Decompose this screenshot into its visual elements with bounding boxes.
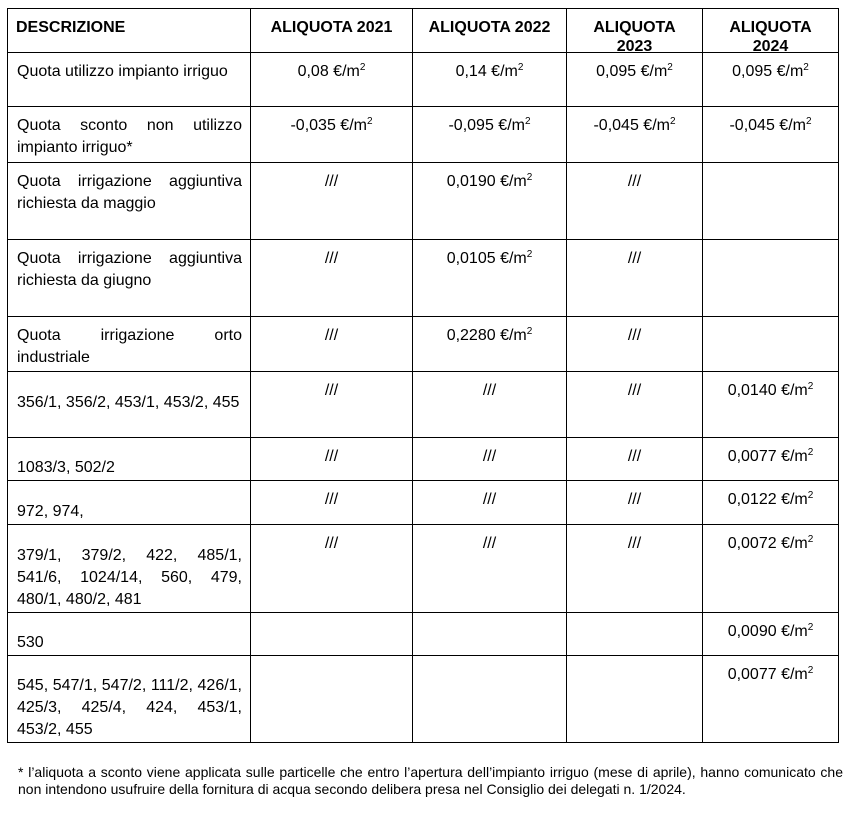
row-description: 379/1, 379/2, 422, 485/1, 541/6, 1024/14, 560, 479, 480/1, 480/2, 481: [17, 547, 242, 608]
rate-value: [413, 481, 566, 511]
row-description: Quota irrigazione aggiuntiva richiesta da maggio: [17, 173, 242, 212]
rate-value: [413, 525, 566, 555]
table-row: [8, 481, 839, 525]
rate-cell: [567, 240, 703, 317]
unit-text: €/m: [333, 63, 360, 80]
table-row: [8, 317, 839, 372]
rate-number: ///: [627, 327, 642, 344]
unit-exponent: 2: [807, 381, 814, 392]
rate-number: 0,0140: [727, 382, 777, 399]
unit-exponent: 2: [526, 249, 533, 260]
rate-value: [567, 163, 702, 193]
rate-cell: [251, 107, 413, 163]
rate-value: [251, 438, 412, 468]
rate-cell: [567, 438, 703, 481]
rate-unit: [494, 117, 531, 134]
row-description-cell: [8, 613, 251, 656]
rate-number: 0,0190: [446, 173, 496, 190]
rate-cell: [703, 613, 839, 656]
rate-cell: [703, 372, 839, 438]
rate-value: [251, 317, 412, 347]
rate-value: [251, 107, 412, 137]
rate-unit: [777, 623, 814, 640]
unit-exponent: 2: [524, 116, 531, 127]
row-description-cell: [8, 163, 251, 240]
rate-number: ///: [627, 448, 642, 465]
rate-cell: [413, 613, 567, 656]
rate-cell: [413, 107, 567, 163]
unit-exponent: 2: [366, 116, 373, 127]
row-description: 356/1, 356/2, 453/1, 453/2, 455: [17, 394, 240, 411]
rate-value: [567, 438, 702, 468]
rate-number: 0,095: [596, 63, 637, 80]
rate-cell: [413, 240, 567, 317]
row-description: Quota sconto non utilizzo impianto irriguo*: [17, 117, 242, 156]
rate-cell: [567, 656, 703, 743]
rate-value: [567, 372, 702, 402]
rate-number: 0,0105: [446, 250, 496, 267]
row-description-cell: [8, 240, 251, 317]
rate-number: ///: [324, 173, 339, 190]
rate-cell: [567, 372, 703, 438]
row-description: 1083/3, 502/2: [17, 459, 115, 476]
rate-value: [567, 525, 702, 555]
rate-cell: [413, 53, 567, 107]
rate-cell: [251, 438, 413, 481]
row-description-cell: [8, 656, 251, 743]
rate-cell: [567, 317, 703, 372]
rate-cell: [703, 317, 839, 372]
rate-number: ///: [324, 382, 339, 399]
header-descrizione: DESCRIZIONE: [8, 9, 251, 53]
rate-cell: [703, 481, 839, 525]
rate-cell: [567, 53, 703, 107]
rate-unit: [777, 666, 814, 683]
rate-number: ///: [627, 173, 642, 190]
rate-number: 0,0072: [727, 535, 777, 552]
rate-value: [251, 372, 412, 402]
rate-number: 0,0077: [727, 448, 777, 465]
rate-cell: [251, 481, 413, 525]
row-description-cell: [8, 53, 251, 107]
rate-value: [413, 372, 566, 402]
unit-text: €/m: [776, 63, 804, 80]
unit-text: €/m: [781, 535, 808, 552]
row-description-cell: [8, 107, 251, 163]
rates-table: [7, 8, 839, 743]
rate-value: [413, 240, 566, 270]
table-row: [8, 107, 839, 163]
unit-text: €/m: [781, 491, 808, 508]
header-year-2022: ALIQUOTA 2022: [413, 9, 567, 53]
row-description: Quota irrigazione orto industriale: [17, 327, 242, 366]
unit-exponent: 2: [807, 665, 814, 676]
rate-number: 0,0077: [727, 666, 777, 683]
rate-value: [703, 525, 838, 555]
rate-number: ///: [627, 250, 642, 267]
rate-number: ///: [627, 491, 642, 508]
rate-cell: [703, 438, 839, 481]
rate-unit: [777, 491, 814, 508]
rate-cell: [413, 481, 567, 525]
rate-number: -0,095: [448, 117, 494, 134]
unit-text: €/m: [643, 117, 670, 134]
rate-value: [251, 481, 412, 511]
rate-number: ///: [324, 250, 339, 267]
rate-cell: [413, 163, 567, 240]
table-row: [8, 525, 839, 613]
rate-cell: [251, 613, 413, 656]
table-row: [8, 163, 839, 240]
row-description: Quota utilizzo impianto irriguo: [17, 63, 228, 80]
rate-value: [251, 53, 412, 83]
rate-unit: [487, 63, 524, 80]
table-row: [8, 53, 839, 107]
rate-number: ///: [627, 535, 642, 552]
row-description-cell: [8, 372, 251, 438]
rate-value: [251, 240, 412, 270]
rate-unit: [775, 117, 812, 134]
rate-cell: [703, 163, 839, 240]
rate-cell: [567, 163, 703, 240]
rate-cell: [251, 372, 413, 438]
rate-cell: [703, 107, 839, 163]
rate-number: -0,045: [729, 117, 775, 134]
unit-text: €/m: [640, 63, 668, 80]
rate-value: [703, 613, 838, 643]
unit-text: €/m: [781, 448, 808, 465]
rate-value: [413, 107, 566, 137]
rate-value: [413, 438, 566, 468]
table-row: [8, 240, 839, 317]
rate-value: [567, 481, 702, 511]
rate-number: ///: [324, 448, 339, 465]
rate-number: ///: [627, 382, 642, 399]
rate-value: [703, 53, 838, 83]
row-description: 530: [17, 634, 44, 651]
unit-exponent: 2: [807, 447, 814, 458]
rate-value: [703, 107, 838, 137]
unit-text: €/m: [500, 173, 527, 190]
rate-value: [703, 656, 838, 686]
unit-text: €/m: [500, 250, 527, 267]
rate-value: [703, 438, 838, 468]
rate-value: [567, 53, 702, 83]
table-row: [8, 656, 839, 743]
unit-text: €/m: [781, 382, 808, 399]
unit-exponent: 2: [526, 326, 533, 337]
header-year-2021: ALIQUOTA 2021: [251, 9, 413, 53]
rate-cell: [251, 525, 413, 613]
rate-cell: [703, 240, 839, 317]
rate-value: [413, 53, 566, 83]
rate-cell: [567, 525, 703, 613]
unit-exponent: 2: [805, 116, 812, 127]
rate-number: 0,0122: [727, 491, 777, 508]
footnote: * l’aliquota a sconto viene applicata sulle particelle che entro l’apertura dell’impianto irriguo (mese di aprile), hanno comunicato che non intendono usufruire della fornitura di acqua secondo delibera presa nel Consiglio dei delegati n. 1/2024.: [18, 764, 843, 797]
unit-text: €/m: [779, 117, 806, 134]
unit-exponent: 2: [807, 490, 814, 501]
rate-cell: [567, 613, 703, 656]
rate-unit: [772, 63, 809, 80]
rate-number: -0,045: [593, 117, 639, 134]
rate-number: ///: [324, 491, 339, 508]
rate-cell: [413, 438, 567, 481]
rate-value: [567, 240, 702, 270]
rate-cell: [703, 656, 839, 743]
rate-number: ///: [482, 535, 497, 552]
rate-unit: [496, 250, 533, 267]
rate-number: 0,095: [732, 63, 773, 80]
unit-text: €/m: [781, 666, 808, 683]
unit-text: €/m: [340, 117, 367, 134]
rate-unit: [777, 448, 814, 465]
rate-cell: [251, 317, 413, 372]
unit-exponent: 2: [517, 62, 524, 73]
unit-exponent: 2: [526, 172, 533, 183]
rate-cell: [413, 372, 567, 438]
rate-cell: [567, 107, 703, 163]
rate-number: 0,0090: [727, 623, 777, 640]
row-description: 545, 547/1, 547/2, 111/2, 426/1, 425/3, 425/4, 424, 453/1, 453/2, 455: [17, 677, 242, 738]
rate-cell: [703, 53, 839, 107]
rate-value: [703, 372, 838, 402]
rate-unit: [336, 117, 373, 134]
unit-text: €/m: [781, 623, 808, 640]
unit-exponent: 2: [807, 622, 814, 633]
rate-number: ///: [482, 448, 497, 465]
unit-exponent: 2: [807, 534, 814, 545]
rate-unit: [496, 327, 533, 344]
rate-unit: [496, 173, 533, 190]
unit-exponent: 2: [359, 62, 366, 73]
unit-text: €/m: [491, 63, 518, 80]
rate-cell: [251, 656, 413, 743]
rate-number: ///: [324, 327, 339, 344]
rate-unit: [777, 535, 814, 552]
rate-unit: [777, 382, 814, 399]
rate-value: [703, 481, 838, 511]
unit-text: €/m: [500, 327, 527, 344]
row-description-cell: [8, 438, 251, 481]
rate-cell: [413, 317, 567, 372]
rate-number: ///: [482, 491, 497, 508]
rate-number: ///: [324, 535, 339, 552]
rate-number: -0,035: [290, 117, 336, 134]
header-row: [8, 9, 839, 53]
row-description-cell: [8, 481, 251, 525]
rate-unit: [639, 117, 676, 134]
rate-unit: [636, 63, 673, 80]
unit-exponent: 2: [669, 116, 676, 127]
row-description: 972, 974,: [17, 503, 84, 520]
row-description-cell: [8, 317, 251, 372]
rate-number: 0,14: [455, 63, 487, 80]
rate-cell: [703, 525, 839, 613]
table-row: [8, 372, 839, 438]
table-row: [8, 613, 839, 656]
rate-cell: [251, 53, 413, 107]
unit-exponent: 2: [803, 62, 809, 73]
rate-cell: [567, 481, 703, 525]
rate-number: 0,08: [297, 63, 329, 80]
table-row: [8, 438, 839, 481]
rate-number: ///: [482, 382, 497, 399]
rate-cell: [251, 240, 413, 317]
rate-value: [251, 525, 412, 555]
unit-exponent: 2: [667, 62, 673, 73]
rate-value: [567, 107, 702, 137]
rate-unit: [329, 63, 366, 80]
header-year-2024: ALIQUOTA 2024: [703, 9, 839, 53]
header-year-2023: ALIQUOTA 2023: [567, 9, 703, 53]
rate-cell: [251, 163, 413, 240]
rate-value: [251, 163, 412, 193]
rate-value: [567, 317, 702, 347]
rate-value: [413, 163, 566, 193]
rate-value: [413, 317, 566, 347]
unit-text: €/m: [498, 117, 525, 134]
rate-cell: [413, 656, 567, 743]
rate-number: 0,2280: [446, 327, 496, 344]
row-description: Quota irrigazione aggiuntiva richiesta da giugno: [17, 250, 242, 289]
rate-cell: [413, 525, 567, 613]
row-description-cell: [8, 525, 251, 613]
